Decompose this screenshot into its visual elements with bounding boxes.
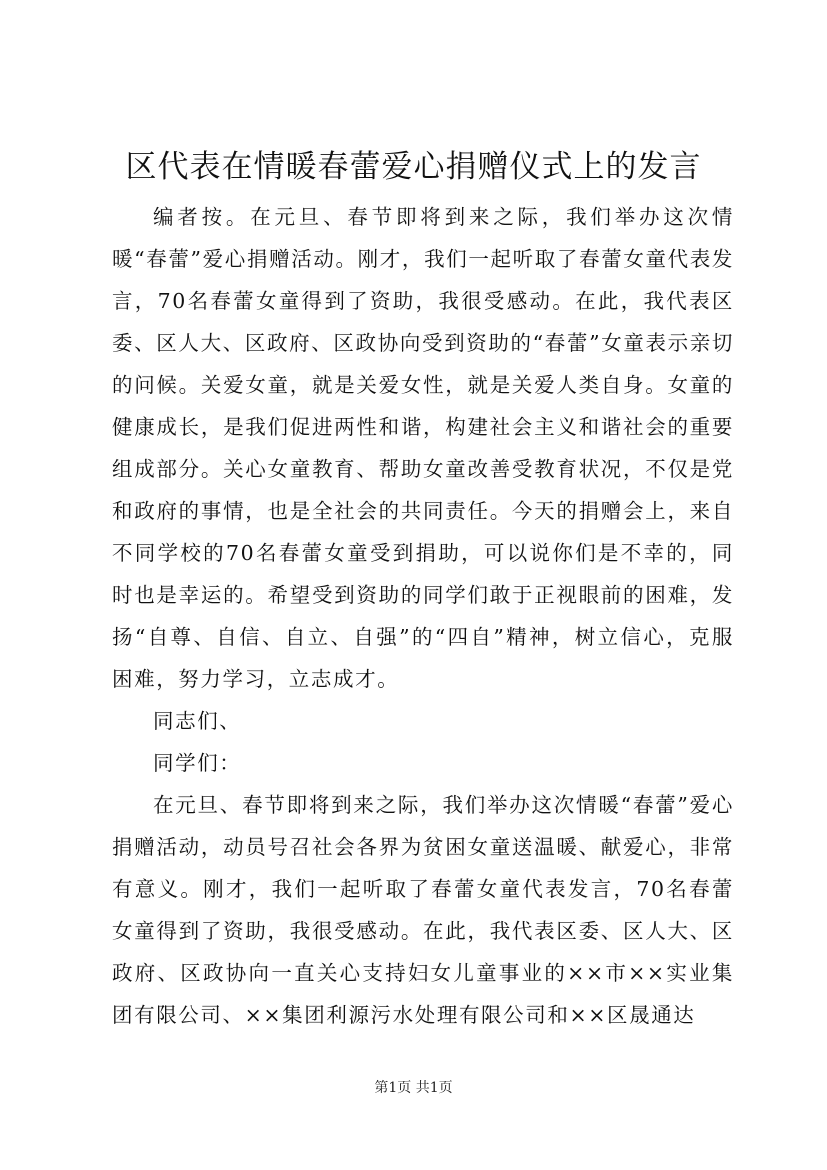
- document-title: 区代表在情暖春蕾爱心捐赠仪式上的发言: [125, 149, 702, 185]
- paragraph-speech-body: 在元旦、春节即将到来之际，我们举办这次情暖“春蕾”爱心捐赠活动，动员号召社会各界为贫困女童送温暖、献爱心，非常有意义。刚才，我们一起听取了春蕾女童代表发言，70名春蕾女童得到了资助，我很受感动。在此，我代表区委、区人大、区政府、区政协向一直关心支持妇女儿童事业的××市××实业集团有限公司、××集团利源污水处理有限公司和××区晟通达: [112, 793, 734, 1027]
- document-body: [112, 196, 734, 1036]
- paragraph-editor-note: 编者按。在元旦、春节即将到来之际，我们举办这次情暖“春蕾”爱心捐赠活动。刚才，我们一起听取了春蕾女童代表发言，70名春蕾女童得到了资助，我很受感动。在此，我代表区委、区人大、区政府、区政协向受到资助的“春蕾”女童表示亲切的问候。关爱女童，就是关爱女性，就是关爱人类自身。女童的健康成长，是我们促进两性和谐，构建社会主义和谐社会的重要组成部分。关心女童教育、帮助女童改善受教育状况，不仅是党和政府的事情，也是全社会的共同责任。今天的捐赠会上，来自不同学校的70名春蕾女童受到捐助，可以说你们是不幸的，同时也是幸运的。希望受到资助的同学们敢于正视眼前的困难，发扬“自尊、自信、自立、自强”的“四自”精神，树立信心，克服困难，努力学习，立志成才。: [112, 205, 734, 691]
- paragraph-salutation-comrades: 同志们、: [153, 709, 242, 733]
- page-number-footer: 第1页 共1页: [374, 1080, 453, 1096]
- paragraph-salutation-students: 同学们：: [153, 751, 242, 775]
